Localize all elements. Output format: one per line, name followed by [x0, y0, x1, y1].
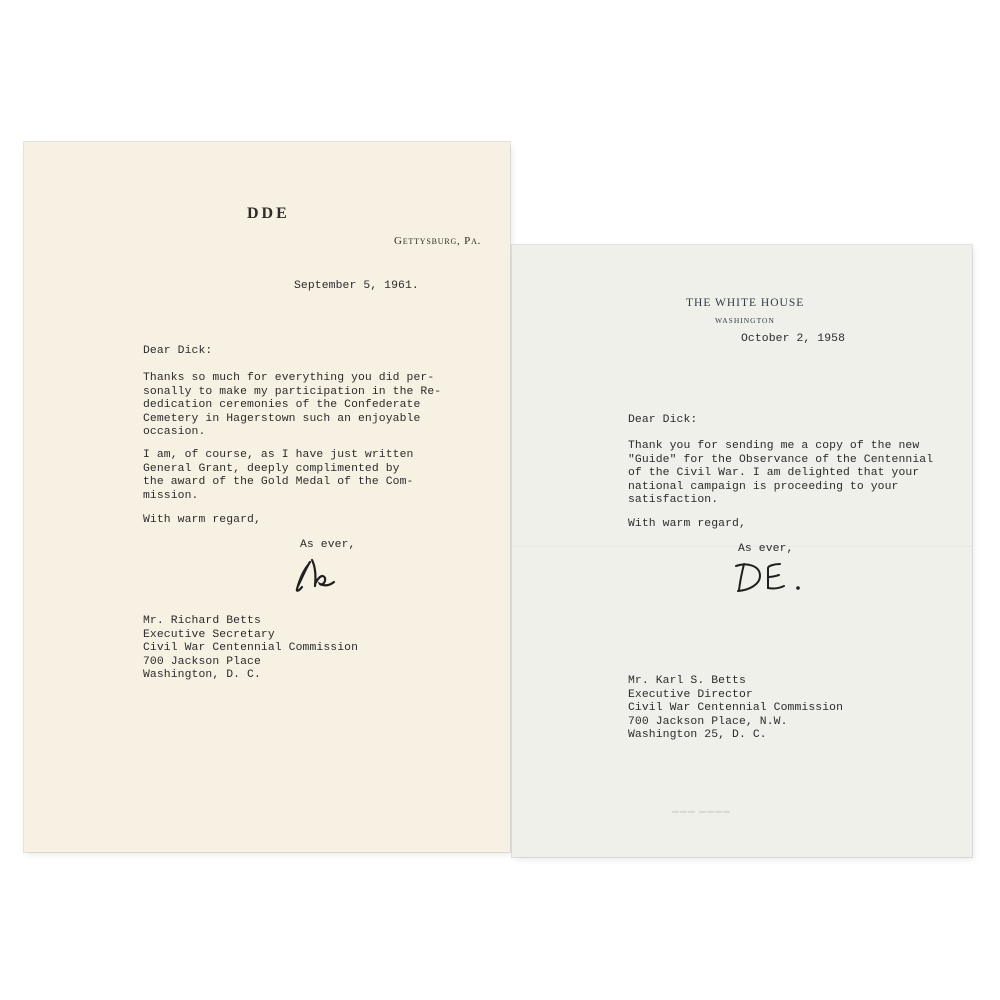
letterhead-place: WASHINGTON [715, 316, 775, 325]
body-line: General Grant, deeply complimented by [143, 462, 400, 475]
body-line: of the Civil War. I am delighted that your [628, 467, 920, 480]
letter-1958 [512, 245, 972, 857]
letter-1961 [24, 142, 510, 852]
closing-line: As ever, [300, 539, 356, 551]
recipient-line: Civil War Centennial Commission [143, 642, 359, 655]
recipient-line: Civil War Centennial Commission [628, 702, 844, 715]
recipient-line: 700 Jackson Place [143, 655, 261, 668]
faint-stamp: ▬▬▬ ▬▬▬▬ [672, 808, 731, 815]
recipient-line: Washington, D. C. [143, 669, 261, 682]
signature-de [730, 556, 810, 600]
body-line: national campaign is proceeding to your [628, 480, 899, 493]
body-paragraph-2 [143, 449, 413, 503]
letter-date: October 2, 1958 [741, 333, 846, 345]
signature-ike [286, 556, 356, 598]
recipient-line: Executive Secretary [143, 628, 275, 641]
body-line: occasion. [143, 426, 206, 439]
body-line: sonally to make my participation in the Re- [143, 385, 442, 398]
letterhead-place: Gettysburg, Pa. [394, 235, 482, 247]
body-paragraph-1 [628, 440, 933, 508]
white-house-letterhead: THE WHITE HOUSE [686, 297, 805, 309]
salutation: Dear Dick: [628, 414, 698, 426]
body-line: Cemetery in Hagerstown such an enjoyable [143, 412, 421, 425]
salutation: Dear Dick: [143, 345, 213, 357]
letter-date: September 5, 1961. [294, 280, 419, 292]
body-paragraph-1 [143, 372, 441, 440]
recipient-block [143, 615, 358, 683]
body-line: dedication ceremonies of the Confederate [143, 399, 421, 412]
recipient-line: 700 Jackson Place, N.W. [628, 715, 788, 728]
recipient-line: Executive Director [628, 688, 753, 701]
body-line: Thank you for sending me a copy of the new [628, 440, 920, 452]
closing-line: As ever, [738, 543, 794, 555]
regard-line: With warm regard, [143, 514, 261, 526]
body-line: satisfaction. [628, 494, 719, 507]
monogram-letterhead: DDE [247, 205, 290, 222]
recipient-line: Mr. Karl S. Betts [628, 675, 746, 687]
recipient-block [628, 675, 843, 743]
recipient-line: Mr. Richard Betts [143, 615, 261, 627]
body-line: the award of the Gold Medal of the Com- [143, 476, 414, 489]
body-line: I am, of course, as I have just written [143, 449, 414, 461]
body-line: Thanks so much for everything you did per- [143, 372, 435, 384]
body-line: mission. [143, 489, 199, 502]
body-line: "Guide" for the Observance of the Centennial [628, 453, 934, 466]
recipient-line: Washington 25, D. C. [628, 729, 767, 742]
regard-line: With warm regard, [628, 518, 746, 530]
